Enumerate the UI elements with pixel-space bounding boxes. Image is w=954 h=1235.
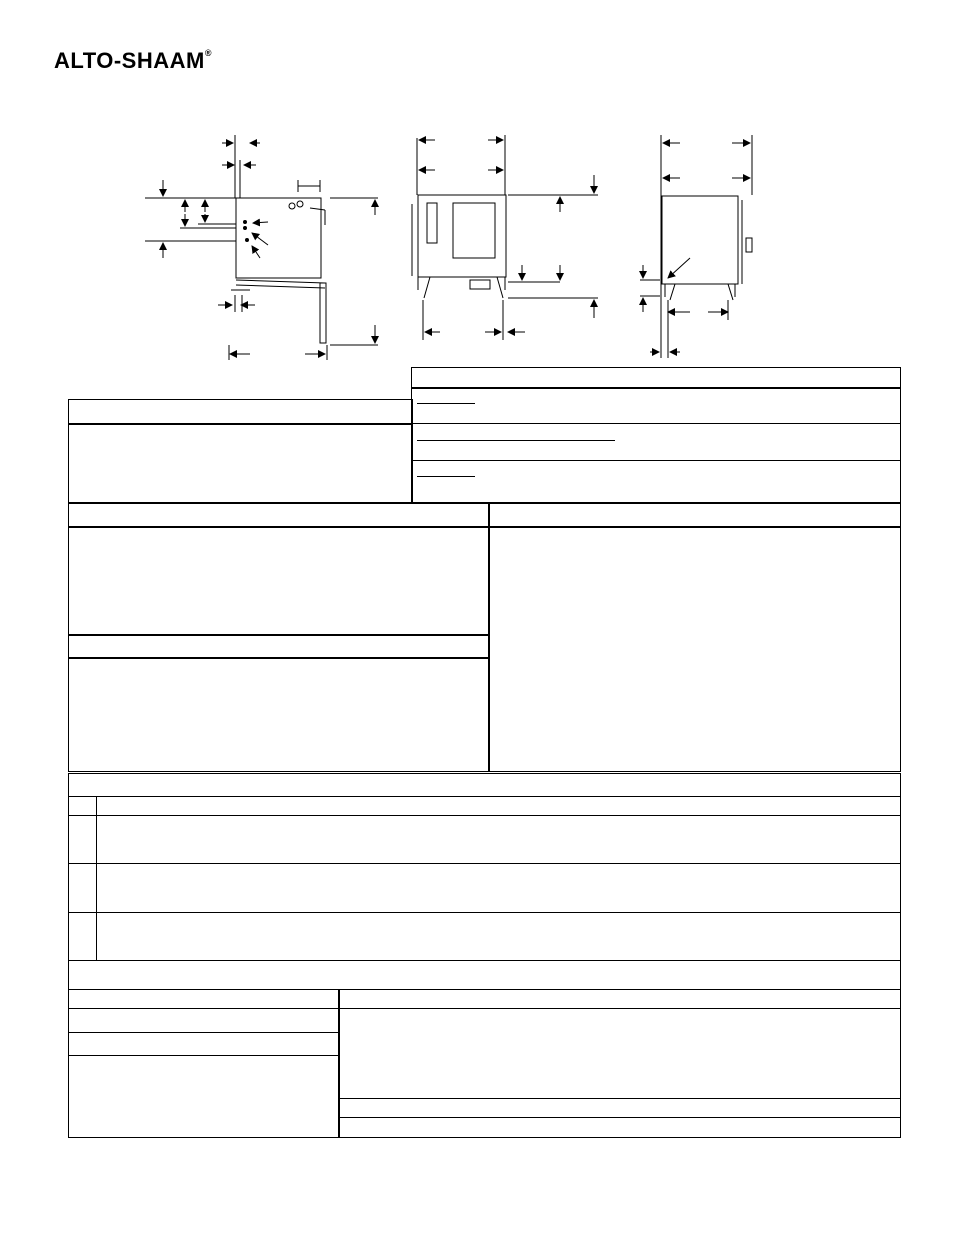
divider: [411, 387, 901, 389]
divider: [68, 1055, 338, 1056]
underline: [417, 403, 475, 404]
divider: [411, 460, 901, 461]
divider: [411, 423, 901, 424]
divider: [488, 503, 490, 772]
underline: [417, 476, 475, 477]
dimension-drawings: [0, 0, 954, 370]
divider: [68, 989, 901, 990]
front-view-drawing: [412, 135, 598, 340]
logo-registered-mark: ®: [204, 48, 212, 58]
specification-panel-upper-left: [68, 399, 413, 503]
divider: [68, 526, 901, 528]
divider: [68, 1008, 901, 1009]
side-view-drawing: [640, 135, 752, 358]
divider: [68, 863, 901, 864]
logo-text: ALTO-SHAAM: [54, 48, 205, 73]
divider: [68, 423, 413, 425]
divider: [68, 634, 488, 636]
specification-panel-middle: [68, 503, 901, 772]
divider: [68, 960, 901, 961]
divider: [338, 1098, 901, 1099]
divider: [68, 1032, 338, 1033]
top-view-drawing: [145, 135, 378, 360]
specification-panel-lower: [68, 773, 901, 1138]
divider: [338, 989, 340, 1138]
divider: [338, 1117, 901, 1118]
divider: [68, 912, 901, 913]
divider: [68, 815, 901, 816]
divider: [96, 796, 97, 960]
underline: [417, 440, 615, 441]
divider: [68, 657, 488, 659]
divider: [68, 796, 901, 797]
